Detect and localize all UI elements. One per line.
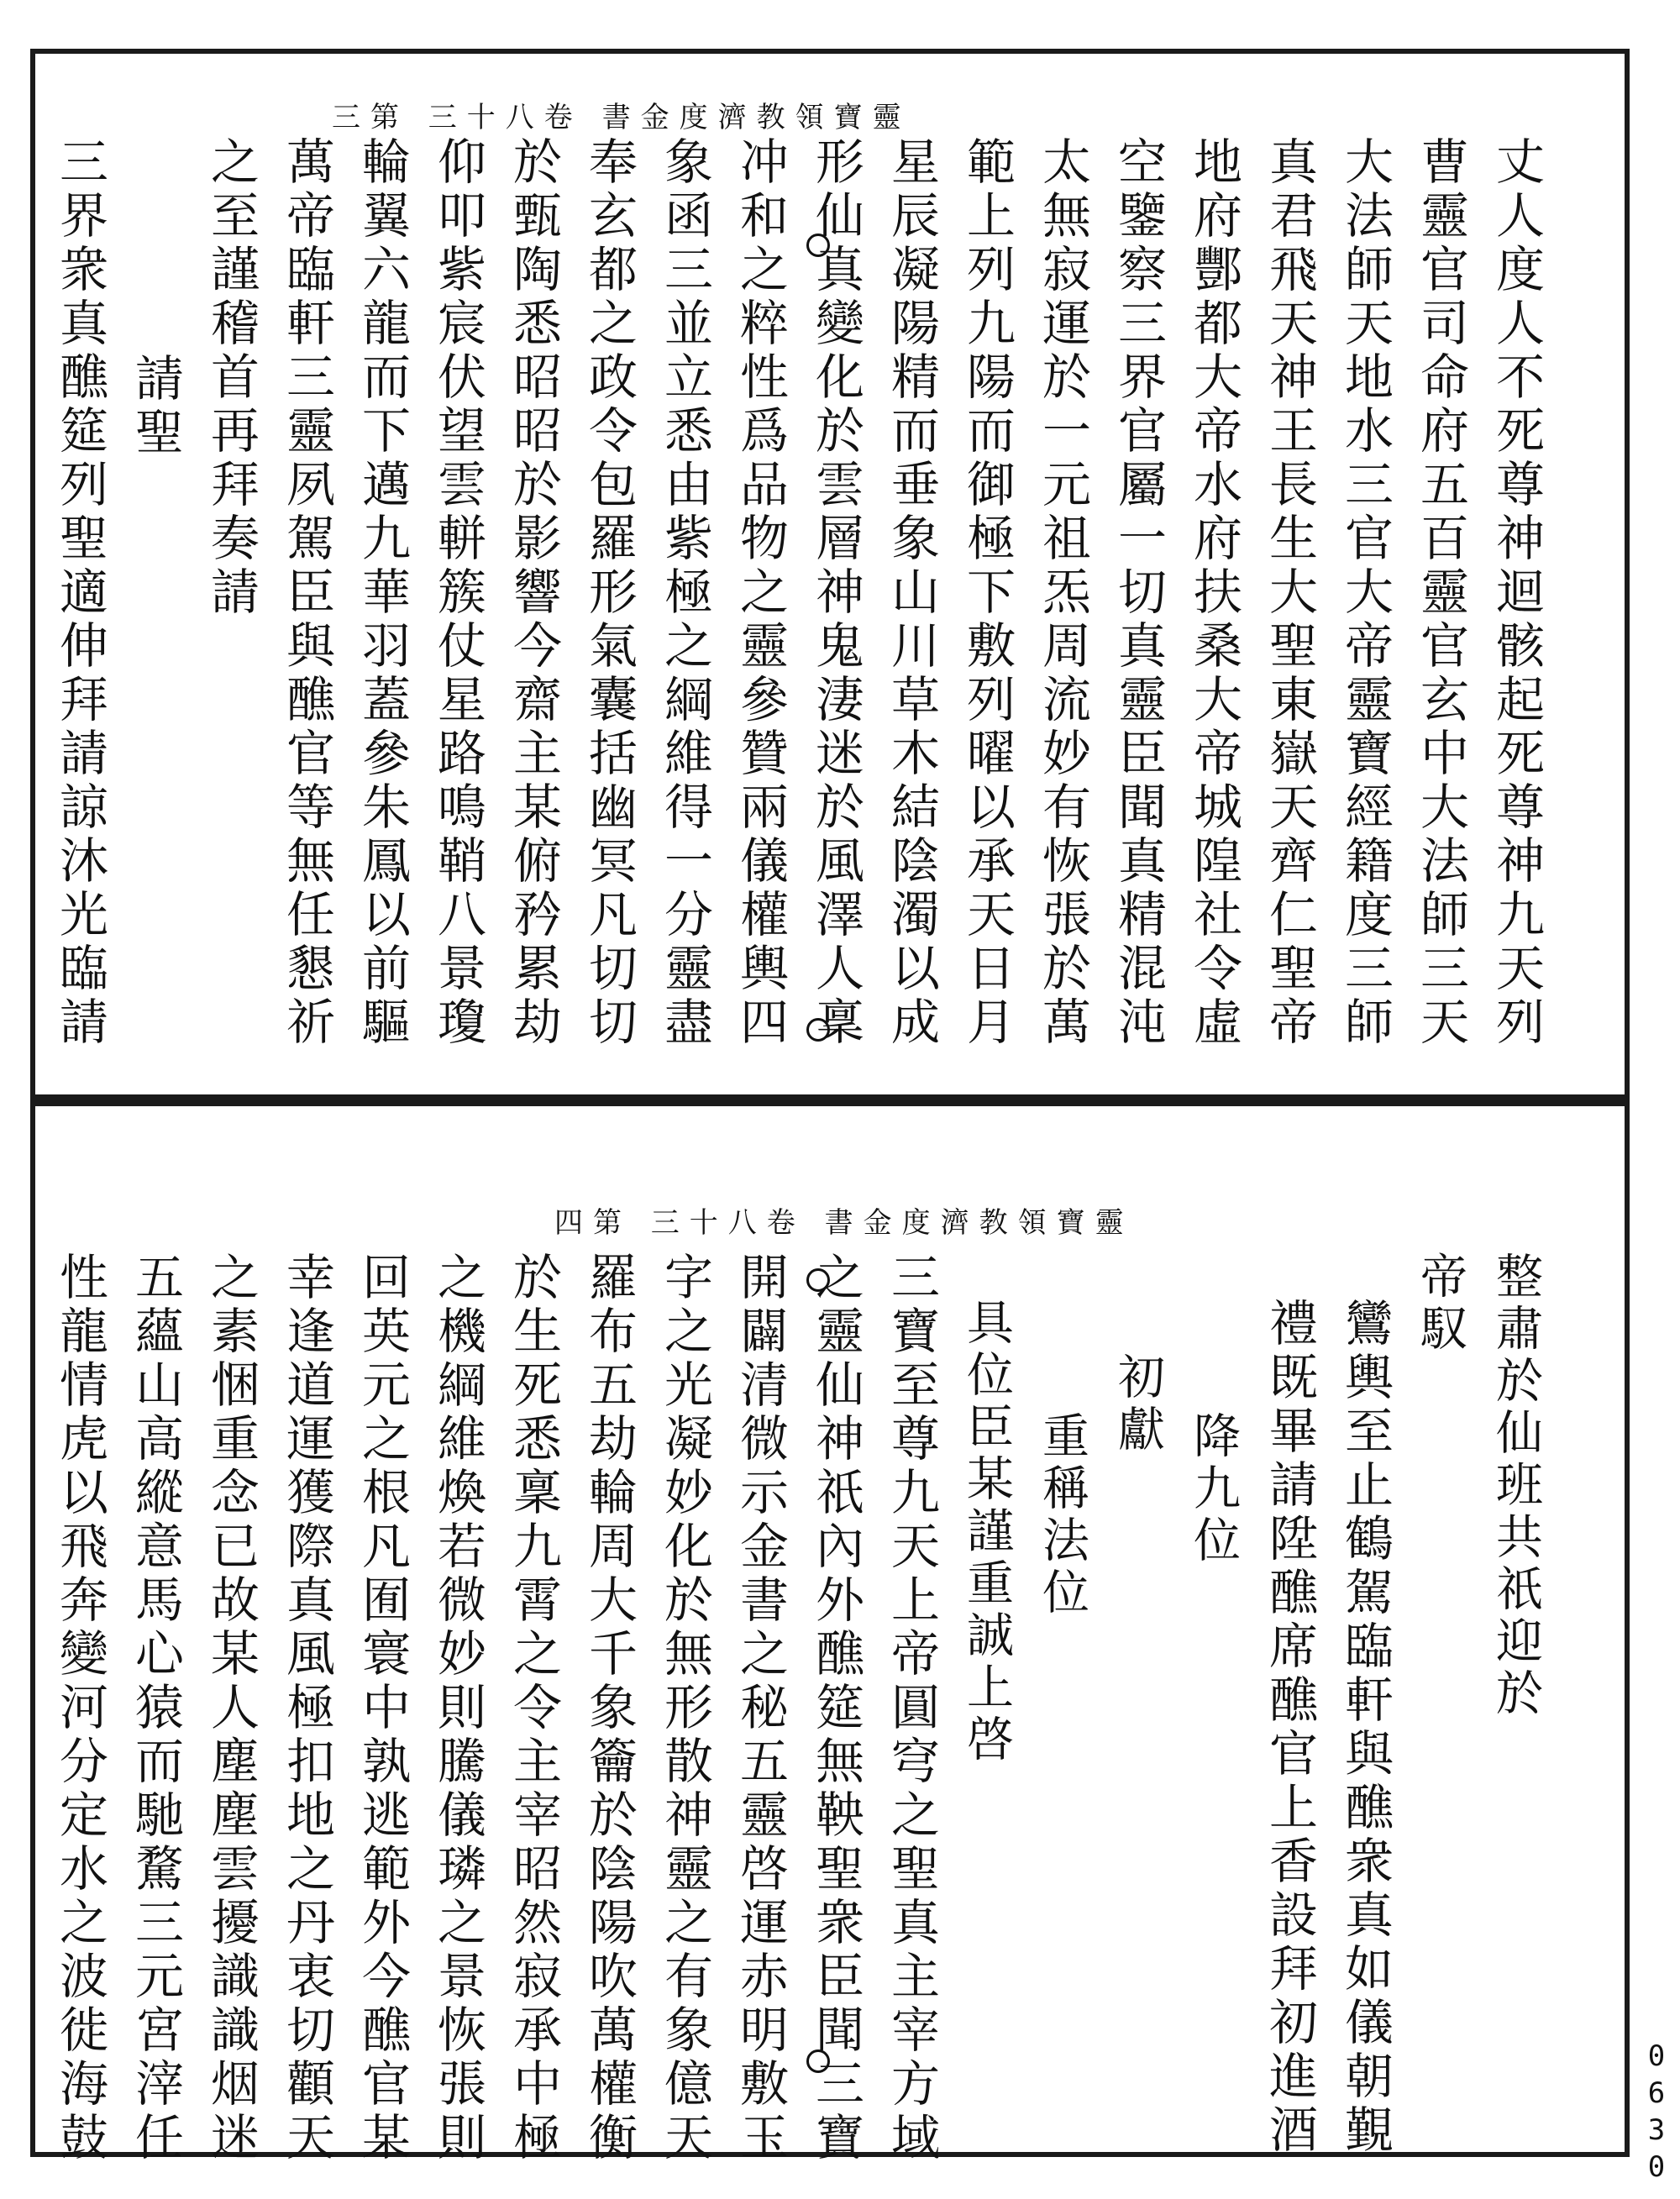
lower-column-18: 之素悃重念已故某人塵塵雲擾識識烟迷 bbox=[202, 1252, 260, 2165]
lower-column-10: 之靈仙神祇內外醮筵無鞅聖衆臣聞三寶 bbox=[807, 1252, 864, 2165]
upper-column-12: 象函三並立悉由紫極之綱維得一分靈盡 bbox=[656, 136, 713, 1050]
lower-circle-mark-1 bbox=[806, 1268, 830, 1292]
upper-circle-mark-2 bbox=[806, 1018, 830, 1042]
lower-column-4: 禮既畢請陞醮席醮官上香設拜初進酒 bbox=[1261, 1298, 1318, 2158]
lower-circle-mark-2 bbox=[806, 2049, 830, 2073]
upper-running-header: 靈寶領教濟度金書 卷八十三 第三 bbox=[332, 101, 911, 134]
upper-column-8: 範上列九陽而御極下敷列曜以承天日月 bbox=[958, 136, 1016, 1050]
lower-column-3: 鸞輿至止鶴駕臨軒與醮衆真如儀朝覲 bbox=[1336, 1298, 1394, 2158]
lower-column-6: 初獻 bbox=[1110, 1352, 1165, 1456]
lower-running-header: 靈寶領教濟度金書 卷八十三 第四 bbox=[554, 1206, 1134, 1240]
upper-column-17: 萬帝臨軒三靈夙駕臣與醮官等無任懇祈 bbox=[278, 136, 335, 1050]
lower-column-19: 五蘊山高縱意馬心猿而馳騖三元宮滓任 bbox=[127, 1252, 184, 2165]
lower-column-11: 開闢清微示金書之秘五靈啓運赤明敷玉 bbox=[732, 1252, 789, 2165]
upper-column-1: 丈人度人不死尊神迴骸起死尊神九天列 bbox=[1488, 136, 1545, 1050]
lower-column-15: 之機綱維煥若微妙則騰儀璘之景恢張則 bbox=[429, 1252, 486, 2165]
lower-column-12: 字之光凝妙化於無形散神靈之有象億天 bbox=[656, 1252, 713, 2165]
upper-column-7: 太無寂運於一元祖炁周流妙有恢張於萬 bbox=[1034, 136, 1091, 1050]
upper-column-10: 形仙真變化於雲層神鬼淒迷於風澤人稟 bbox=[807, 136, 864, 1050]
lower-column-17: 幸逢道運獲際真風極扣地之丹衷切顴天 bbox=[278, 1252, 335, 2165]
upper-circle-mark-1 bbox=[806, 234, 830, 257]
page-number: 0630 bbox=[1640, 2039, 1673, 2187]
lower-column-5: 降九位 bbox=[1186, 1411, 1241, 1567]
upper-column-5: 地府酆都大帝水府扶桑大帝城隍社令虛 bbox=[1185, 136, 1242, 1050]
upper-column-18: 之至謹稽首再拜奏請 bbox=[202, 136, 260, 620]
lower-column-9: 三寶至尊九天上帝圓穹之聖真主宰方域 bbox=[883, 1252, 940, 2165]
upper-column-14: 於甄陶悉昭昭於影響今齋主某俯矜累劫 bbox=[505, 136, 562, 1050]
lower-column-14: 於生死悉稟九霄之令主宰昭然寂承中極 bbox=[505, 1252, 562, 2165]
lower-column-20: 性龍情虎以飛奔變河分定水之波徙海鼓 bbox=[51, 1252, 108, 2165]
upper-column-4: 真君飛天神王長生大聖東嶽天齊仁聖帝 bbox=[1261, 136, 1318, 1050]
upper-column-3: 大法師天地水三官大帝靈寶經籍度三師 bbox=[1336, 136, 1394, 1050]
upper-column-11: 冲和之粹性爲品物之靈參贊兩儀權輿四 bbox=[732, 136, 789, 1050]
lower-column-13: 羅布五劫輪周大千象籥於陰陽吹萬權衡 bbox=[580, 1252, 638, 2165]
upper-column-6: 空鑒察三界官屬一切真靈臣聞真精混沌 bbox=[1110, 136, 1167, 1050]
upper-column-9: 星辰凝陽精而垂象山川草木結陰濁以成 bbox=[883, 136, 940, 1050]
upper-column-20: 三界衆真醮筵列聖適伸拜請諒沐光臨請 bbox=[51, 136, 108, 1050]
upper-column-19: 請聖 bbox=[127, 353, 184, 460]
lower-column-2: 帝馭 bbox=[1413, 1252, 1467, 1356]
upper-column-15: 仰叩紫宸伏望雲軿簇仗星路鳴鞘八景瓊 bbox=[429, 136, 486, 1050]
upper-column-2: 曹靈官司命府五百靈官玄中大法師三天 bbox=[1412, 136, 1469, 1050]
upper-column-16: 輪翼六龍而下邁九華羽蓋參朱鳳以前驅 bbox=[354, 136, 411, 1050]
lower-column-16: 回英元之根凡囿寰中孰逃範外今醮官某 bbox=[354, 1252, 411, 2165]
lower-column-1: 整肅於仙班共祇迎於 bbox=[1488, 1252, 1543, 1720]
lower-column-8: 具位臣某謹重誠上啓 bbox=[959, 1298, 1014, 1766]
lower-column-7: 重稱法位 bbox=[1035, 1411, 1089, 1619]
upper-column-13: 奉玄都之政令包羅形氣囊括幽冥凡切切 bbox=[580, 136, 638, 1050]
page-divider bbox=[30, 1094, 1630, 1106]
